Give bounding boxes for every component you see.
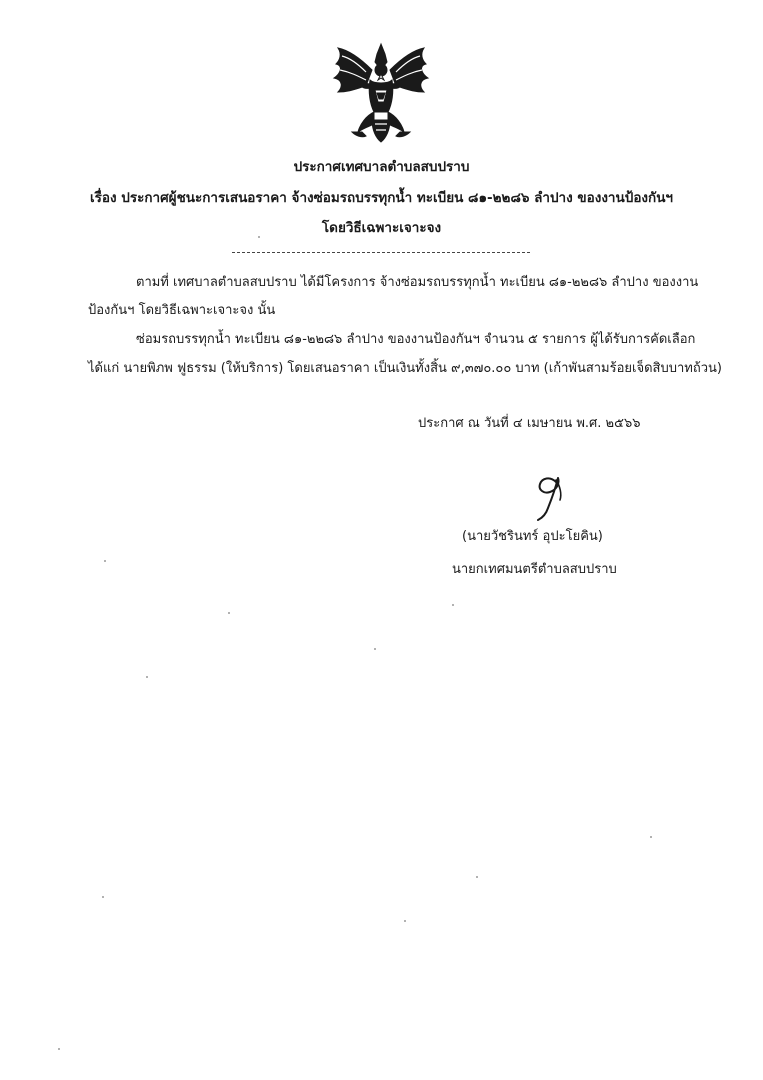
- scan-speck: [58, 1048, 60, 1050]
- scan-speck: [102, 896, 104, 898]
- scan-speck: [476, 876, 478, 878]
- scan-speck: [258, 236, 260, 238]
- method-title: โดยวิธีเฉพาะเจาะจง: [321, 220, 442, 236]
- scan-speck: [650, 836, 652, 838]
- announcement-date: ประกาศ ณ วันที่ ๔ เมษายน พ.ศ. ๒๕๖๖: [418, 416, 641, 431]
- scan-speck: [228, 612, 230, 614]
- paragraph-1-line-1: ตามที่ เทศบาลตำบลสบปราบ ได้มีโครงการ จ้างซ่อมรถบรรทุกน้ำ ทะเบียน ๘๑-๒๒๘๖ ลำปาง ของงาน: [136, 275, 699, 290]
- paragraph-2-line-1: ซ่อมรถบรรทุกน้ำ ทะเบียน ๘๑-๒๒๘๖ ลำปาง ของงานป้องกันฯ จำนวน ๕ รายการ ผู้ได้รับการคัดเลือก: [136, 332, 696, 347]
- handwritten-signature-icon: [520, 468, 580, 524]
- signatory-name: (นายวัชรินทร์ อุปะโยคิน): [462, 529, 603, 544]
- paragraph-1-line-2: ป้องกันฯ โดยวิธีเฉพาะเจาะจง นั้น: [88, 303, 276, 318]
- scan-speck: [146, 676, 148, 678]
- scan-speck: [104, 560, 106, 562]
- signatory-position: นายกเทศมนตรีตำบลสบปราบ: [452, 562, 617, 577]
- header-divider: [232, 252, 530, 253]
- scan-speck: [404, 920, 406, 922]
- subject-title: เรื่อง ประกาศผู้ชนะการเสนอราคา จ้างซ่อมรถบรรทุกน้ำ ทะเบียน ๘๑-๒๒๘๖ ลำปาง ของงานป้องกันฯ: [90, 190, 673, 206]
- scan-speck: [374, 648, 376, 650]
- organization-title: ประกาศเทศบาลตำบลสบปราบ: [293, 159, 470, 175]
- scan-speck: [452, 604, 454, 606]
- paragraph-2-line-2: ได้แก่ นายพิภพ ฟูธรรม (ให้บริการ) โดยเสนอราคา เป็นเงินทั้งสิ้น ๙,๓๗๐.๐๐ บาท (เก้าพันสามร้อยเจ็ดสิบบาทถ้วน): [88, 361, 722, 376]
- garuda-emblem-icon: [328, 40, 434, 146]
